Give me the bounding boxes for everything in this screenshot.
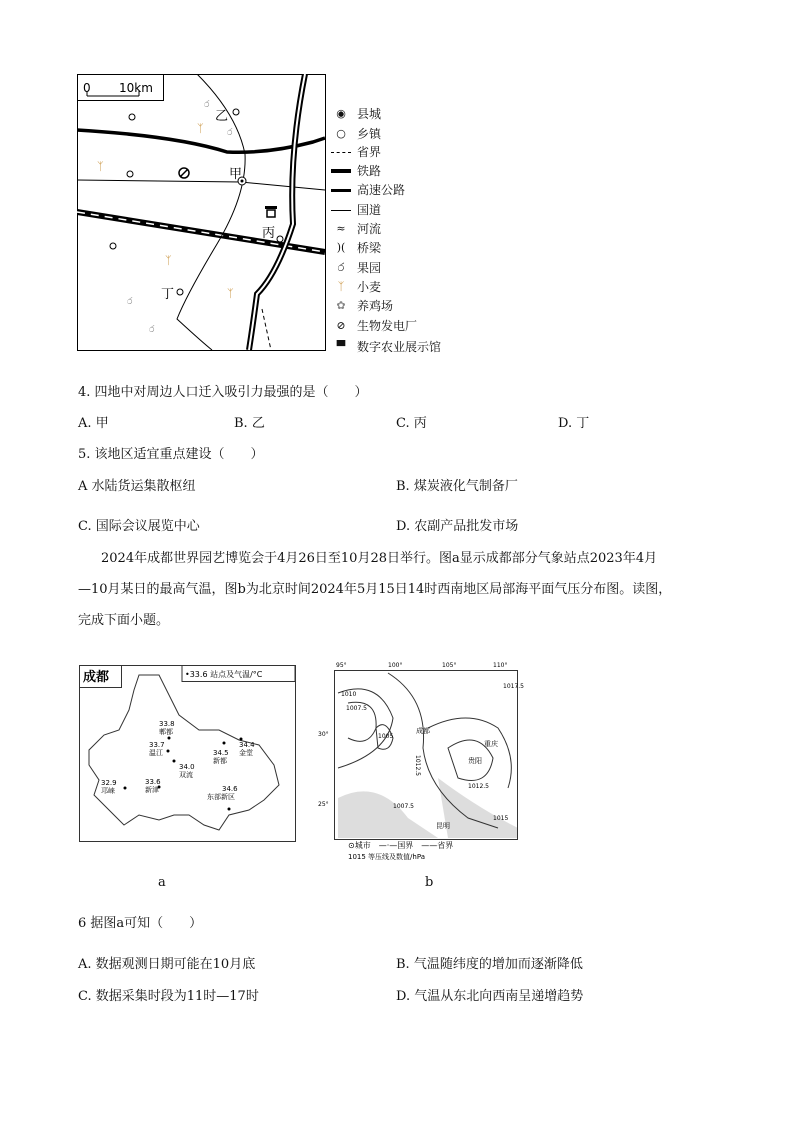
bridge-icon: )( [336,241,346,254]
svg-text:1015 等压线及数值/hPa: 1015 等压线及数值/hPa [348,853,426,861]
svg-text:重庆: 重庆 [484,740,498,748]
q5-stem: 5. 该地区适宜重点建设（ ） [78,447,264,462]
q6-option-a[interactable]: A. 数据观测日期可能在10月底 [78,957,256,972]
svg-text:ර: ර [204,100,210,110]
svg-text:ᛉ: ᛉ [97,160,104,173]
county-town-icon: ◉ [336,107,346,120]
svg-text:邛崃: 邛崃 [101,787,115,795]
svg-text:34.5: 34.5 [213,749,229,757]
svg-text:ර: ර [127,297,133,307]
svg-text:105°: 105° [442,662,457,669]
svg-text:1012.5: 1012.5 [414,755,421,776]
svg-text:1015: 1015 [493,815,509,822]
svg-text:⊙城市 —·—国界 ——省界: ⊙城市 —·—国界 ——省界 [348,841,454,850]
svg-text:ᛉ: ᛉ [227,287,234,300]
svg-text:双流: 双流 [179,771,193,779]
q4-option-c[interactable]: C. 丙 [396,416,427,431]
svg-text:110°: 110° [493,662,508,669]
svg-text:贵阳: 贵阳 [468,757,482,765]
svg-text:1007.5: 1007.5 [346,705,367,712]
q6-stem: 6 据图a可知（ ） [78,916,203,931]
wheat-icon: ᛉ [337,280,345,293]
q5-option-b[interactable]: B. 煤炭液化气制备厂 [396,479,518,494]
svg-text:33.6: 33.6 [145,778,161,786]
svg-text:乙: 乙 [215,109,229,124]
figure-a-caption: a [158,875,166,890]
svg-text:34.4: 34.4 [239,741,255,749]
national-road-icon [330,203,352,217]
river-icon: ≈ [336,222,346,235]
svg-text:东部新区: 东部新区 [207,793,235,801]
svg-text:32.9: 32.9 [101,779,117,787]
figure-a-chengdu-temperature-map [79,665,296,842]
power-plant-icon: ⊘ [336,319,346,332]
svg-text:昆明: 昆明 [436,822,450,830]
svg-text:丁: 丁 [161,287,175,302]
svg-text:1012.5: 1012.5 [468,783,489,790]
figure-b-pressure-map [318,658,538,862]
svg-text:100°: 100° [388,662,403,669]
svg-text:1017.5: 1017.5 [503,683,524,690]
svg-text:ᛉ: ᛉ [197,122,204,135]
q5-option-c[interactable]: C. 国际会议展览中心 [78,519,200,534]
svg-text:1010: 1010 [341,691,357,698]
intro-line-3: 完成下面小题。 [78,613,170,628]
svg-text:丙: 丙 [262,226,276,241]
intro-line-2: —10月某日的最高气温，图b为北京时间2024年5月15日14时西南地区局部海平面气压分布图。读图， [78,582,672,597]
svg-text:0: 0 [83,81,91,95]
svg-text:新津: 新津 [145,786,159,794]
svg-text:ᛉ: ᛉ [165,254,172,267]
svg-text:成都: 成都 [83,670,110,685]
highway-icon [330,183,352,197]
svg-text:郫都: 郫都 [159,728,173,736]
svg-text:34.6: 34.6 [222,785,238,793]
svg-text:新都: 新都 [213,757,227,765]
svg-text:34.0: 34.0 [179,763,195,771]
svg-text:成都: 成都 [416,727,430,735]
q4-option-b[interactable]: B. 乙 [234,416,265,431]
intro-line-1: 2024年成都世界园艺博览会于4月26日至10月28日举行。图a显示成都部分气象站点2023年4月 [101,551,658,566]
svg-text:1005: 1005 [378,733,394,740]
q5-option-a[interactable]: A 水陆货运集散枢纽 [78,479,196,494]
svg-text:25°: 25° [318,801,329,808]
svg-text:金堂: 金堂 [239,749,253,757]
svg-text:30°: 30° [318,731,329,738]
exhibition-hall-icon: ▀ [336,340,346,353]
q6-option-d[interactable]: D. 气温从东北向西南呈递增趋势 [396,989,584,1004]
svg-text:33.7: 33.7 [149,741,165,749]
town-icon: ○ [336,127,346,140]
q4-stem: 4. 四地中对周边人口迁入吸引力最强的是（ ） [78,385,368,400]
chicken-farm-icon: ✿ [336,299,346,312]
railway-icon [330,164,352,178]
exam-page: 0 10km 甲 乙 丙 丁 ᛉ ᛉ ᛉ ᛉ ර ර ර ර ◉ 县城 ○ 乡镇 省界 铁路 高速公路 国道 ≈ 河流 )( 桥梁 ර 果园 ᛉ 小麦 ✿ 养鸡场 ⊘ 生物发电厂 ▀ 数字农业展示馆 4. 四地中对周边人口迁入吸引力最强的是（ ） A. 甲 B. 乙 C. 丙 D. 丁 5. 该地区适宜重点建设（ ） A 水陆货运集散枢纽 B. 煤炭液化气制备厂 C. 国际会议展览中心 D. 农副产品批发市场 2024年成都世界园艺博览会于4月26日至10月28日举行。图a显示成都部分气象站点2023年4月 —10月某日的最高气温，图b为北京时间2024年5月15日14时西南地区局部海平面气压分布图。读图， 完成下面小题。 成都 •33.6 站点及气温/°C 33.8 郫都 33.7 温江 34.5 新都 34.4 金堂 34.0 双流 32.9 邛崃 33.6 新津 34.6 东部新区 a 95° 100° 105° 110° 30° 25° 1010 1007.5 1005 1012.5 1012.5 1015 1017.5 1007.5 成都 重庆 贵阳 昆明 ⊙城市 —·—国界 ——省界 1015 等压线及数值/hPa b 6 据图a可知（ ） A. 数据观测日期可能在10月底 B. 气温随纬度的增加而逐渐降低 C. 数据采集时段为11时—17时 D. 气温从东北向西南呈递增趋势 [0,0,793,1122]
province-border-icon [330,145,352,159]
svg-text:33.8: 33.8 [159,720,175,728]
q4-option-d[interactable]: D. 丁 [558,416,590,431]
q5-option-d[interactable]: D. 农副产品批发市场 [396,519,519,534]
orchard-icon: ර [337,261,345,274]
figure-b-caption: b [425,875,434,890]
svg-text:ර: ර [227,128,233,138]
svg-text:温江: 温江 [149,749,163,757]
svg-text:甲: 甲 [229,167,243,182]
svg-text:10km: 10km [119,81,153,95]
q6-option-b[interactable]: B. 气温随纬度的增加而逐渐降低 [396,957,583,972]
q6-option-c[interactable]: C. 数据采集时段为11时—17时 [78,989,259,1004]
svg-text:•33.6 站点及气温/°C: •33.6 站点及气温/°C [185,670,263,679]
svg-text:1007.5: 1007.5 [393,803,414,810]
q4-option-a[interactable]: A. 甲 [78,416,109,431]
regional-map [77,74,327,352]
svg-text:95°: 95° [336,662,347,669]
svg-text:ර: ර [149,325,155,335]
